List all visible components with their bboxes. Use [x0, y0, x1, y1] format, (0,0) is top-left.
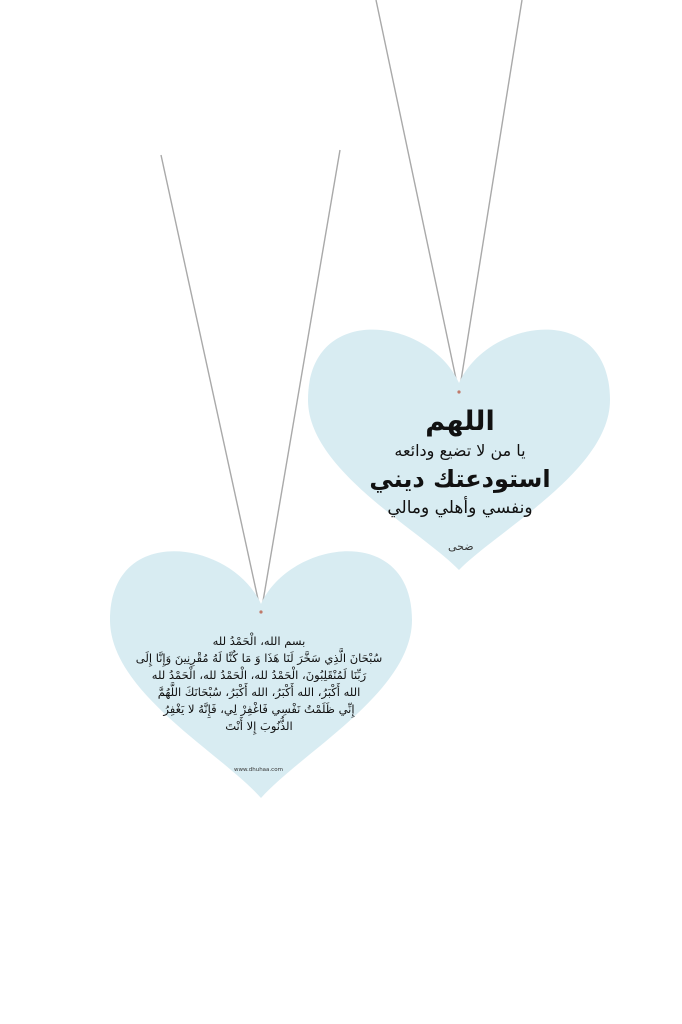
- right-line-3: استودعتك ديني: [369, 465, 551, 493]
- left-card-text: [120, 633, 398, 735]
- right-string-knot: [457, 390, 460, 393]
- right-card-text: [330, 405, 590, 521]
- right-string-right: [459, 0, 522, 393]
- left-line: الله أَكْبَرُ، الله أَكْبَرُ، الله أَكْبَرُ، سُبْحَانَكَ اللَّهُمَّ: [157, 685, 361, 699]
- left-string-knot: [259, 610, 262, 613]
- right-line-1: اللهم: [425, 406, 495, 437]
- right-line-4: ونفسي وأهلي ومالي: [387, 498, 533, 518]
- left-line: رَبِّنَا لَمُنْقَلِبُونَ، الْحَمْدُ لله، الْحَمْدُ لله، الْحَمْدُ لله: [151, 668, 367, 682]
- right-line-2: يا من لا تضيع ودائعه: [394, 441, 526, 460]
- left-line: سُبْحَانَ الَّذِي سَخَّرَ لَنَا هَذَا وَ مَا كُنَّا لَهُ مُقْرِنِينَ وَإِنَّا إِلَى: [135, 651, 383, 665]
- left-line: الذُّنُوبَ إِلا أَنْتَ: [225, 719, 293, 733]
- left-string-left: [161, 155, 261, 613]
- left-line: إِنِّي ظَلَمْتُ نَفْسِي فَاغْفِرْ لِي، فَإِنَّهُ لا يَغْفِرُ: [163, 702, 355, 716]
- left-card-website: www.dhuhaa.com: [234, 767, 283, 773]
- right-card-mark: ضحى: [448, 540, 474, 553]
- left-line: بسم الله، الْحَمْدُ لله: [212, 634, 306, 648]
